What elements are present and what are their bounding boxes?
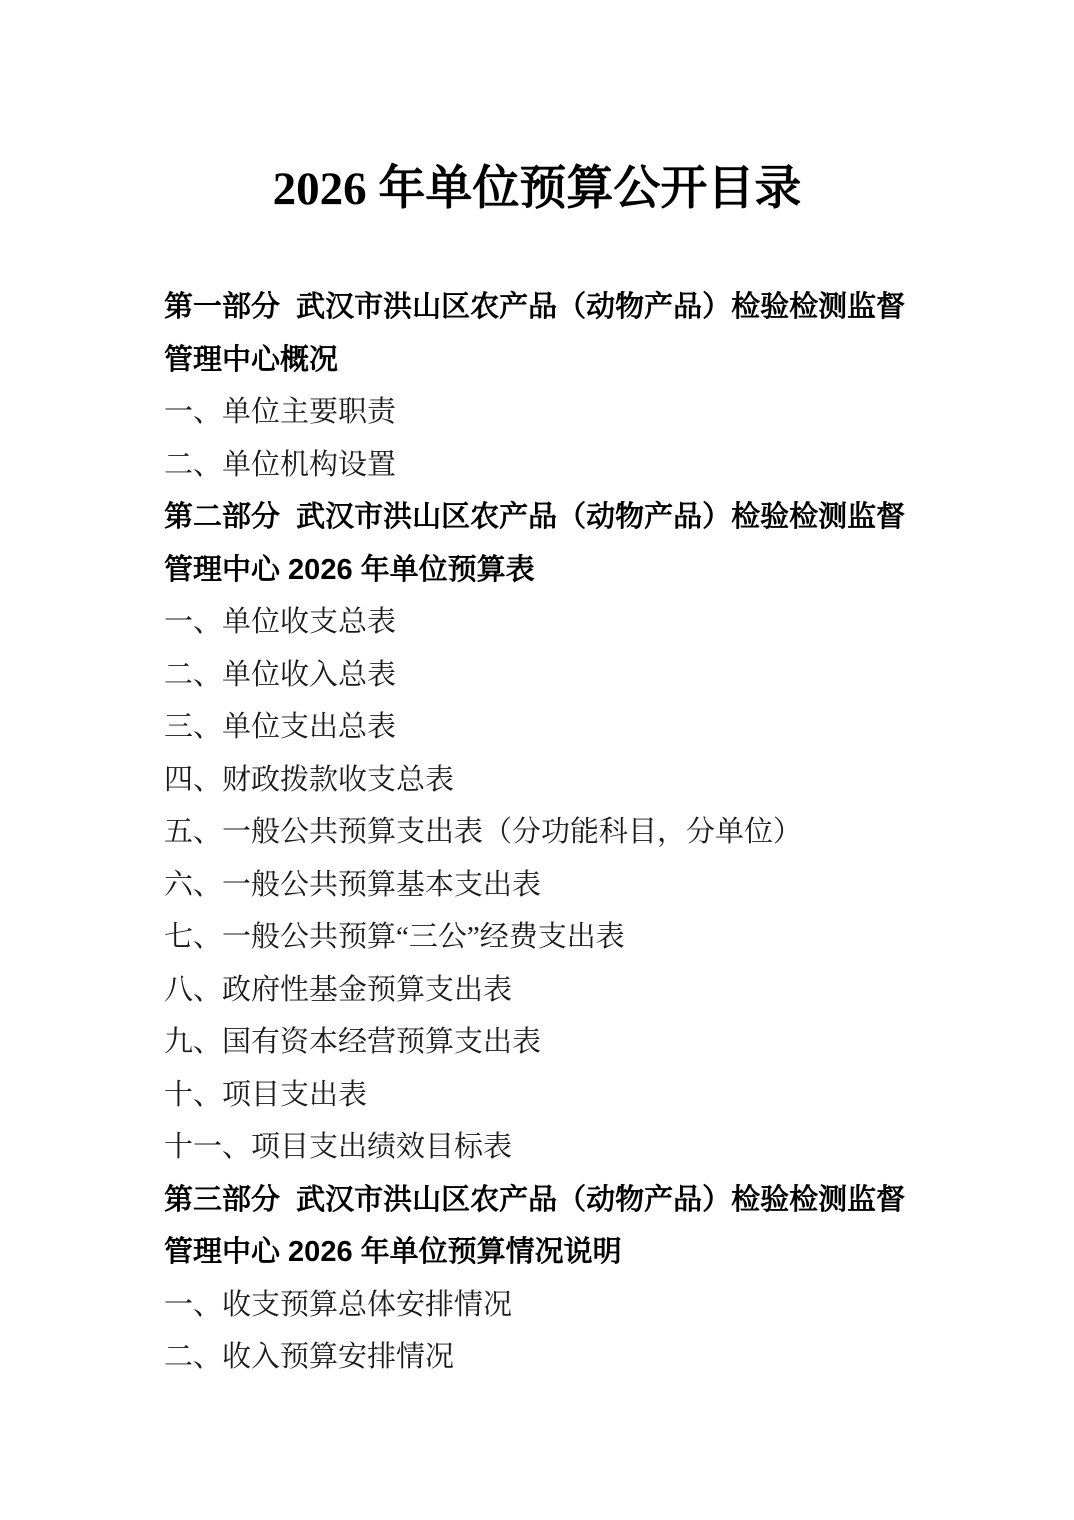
section-heading-line: 管理中心 2026 年单位预算表: [164, 553, 535, 586]
toc-item: 二、收入预算安排情况: [164, 1341, 455, 1373]
toc-item: 三、单位支出总表: [164, 711, 397, 743]
document-title: 2026 年单位预算公开目录: [272, 163, 802, 215]
toc-item: 八、政府性基金预算支出表: [164, 973, 513, 1006]
section-heading-line: 管理中心概况: [164, 343, 339, 376]
section-heading-line: 第三部分 武汉市洪山区农产品（动物产品）检验检测监督: [164, 1183, 906, 1216]
toc-item: 一、单位主要职责: [164, 396, 397, 428]
toc-item: 十一、项目支出绩效目标表: [164, 1131, 513, 1163]
toc-item: 二、单位收入总表: [164, 658, 397, 691]
document-body: [164, 281, 924, 1384]
toc-item: 七、一般公共预算“三公”经费支出表: [164, 921, 625, 953]
toc-item: 一、收支预算总体安排情况: [164, 1288, 513, 1321]
toc-item: 五、一般公共预算支出表（分功能科目，分单位）: [164, 816, 803, 848]
section-heading-line: 管理中心 2026 年单位预算情况说明: [164, 1236, 622, 1268]
toc-item: 四、财政拨款收支总表: [164, 763, 455, 796]
toc-item: 二、单位机构设置: [164, 448, 397, 481]
toc-item: 一、单位收支总表: [164, 606, 397, 638]
toc-item: 九、国有资本经营预算支出表: [164, 1026, 542, 1058]
section-heading-line: 第一部分 武汉市洪山区农产品（动物产品）检验检测监督: [164, 291, 906, 323]
section-heading-line: 第二部分 武汉市洪山区农产品（动物产品）检验检测监督: [164, 501, 906, 533]
toc-item: 六、一般公共预算基本支出表: [164, 868, 542, 901]
toc-item: 十、项目支出表: [164, 1078, 368, 1111]
